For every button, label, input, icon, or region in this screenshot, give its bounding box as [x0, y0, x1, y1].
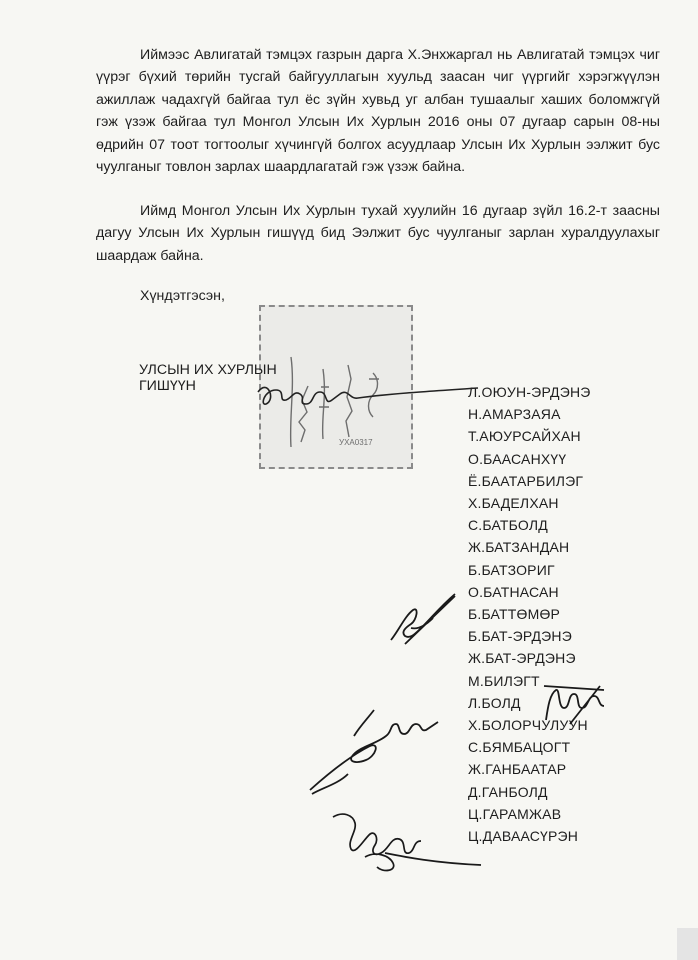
signatory-name: М.БИЛЭГТ [468, 672, 540, 689]
stamp-graphic [261, 307, 411, 467]
signatory-name: Б.БАТ-ЭРДЭНЭ [468, 628, 572, 645]
signatory-name: Х.БОЛОРЧУЛУУН [468, 717, 588, 734]
signatory-name: Ц.ДАВААСҮРЭН [468, 828, 579, 845]
signatory-name: О.БААСАНХҮҮ [468, 450, 567, 467]
signatory-name: Л.БОЛД [468, 694, 521, 711]
signatory-name: Л.ОЮУН-ЭРДЭНЭ [468, 384, 591, 400]
signatory-name: Ж.БАТЗАНДАН [468, 539, 570, 556]
signature-scribble-5 [325, 805, 485, 875]
signature-label-line-1: УЛСЫН ИХ ХУРЛЫН [139, 362, 277, 378]
official-stamp [259, 305, 413, 469]
signatory-name: С.БЯМБАЦОГТ [468, 739, 571, 756]
signatory-name: Д.ГАНБОЛД [468, 783, 548, 800]
signatory-name: Ж.БАТ-ЭРДЭНЭ [468, 650, 576, 667]
signatory-name: С.БАТБОЛД [468, 517, 548, 534]
signatory-name: Б.БАТЗОРИГ [468, 561, 555, 578]
signatory-name: Т.АЮУРСАЙХАН [468, 428, 581, 445]
signatory-name: Х.БАДЕЛХАН [468, 495, 559, 512]
signatory-list [468, 381, 591, 847]
paragraph-2: Иймд Монгол Улсын Их Хурлын тухай хуулийн 16 дугаар зүйл 16.2-т заасны дагуу Улсын Их Хурлын гишүүд бид Ээлжит бус чуулганыг зарлан хуралдуулахыг шаардаж байна. [96, 203, 660, 264]
signatory-name: Ж.ГАНБААТАР [468, 761, 567, 778]
signatory-name: О.БАТНАСАН [468, 583, 559, 600]
corner-mark [677, 928, 698, 960]
closing-salutation: Хүндэтгэсэн, [140, 288, 225, 304]
signatory-name: Н.АМАРЗАЯА [468, 406, 561, 423]
paragraph-1: Иймээс Авлигатай тэмцэх газрын дарга Х.Энхжаргал нь Авлигатай тэмцэх чиг үүрэг бүхий төрийн тусгай байгууллагын хуульд заасан чиг үүргийг хэрэгжүүлэн ажиллаж чадахгүй байгаа тул ёс зүйн хувьд уг албан тушаалыг хаших боломжгүй гэж үзэж байгаа тул Монгол Улсын Их Хурлын 2016 оны 07 дугаар сарын 08-ны өдрийн 07 тоот тогтоолыг хүчингүй болгох асуудлаар Улсын Их Хурлын ээлжит бус чуулганыг товлон зарлах шаардлагатай гэж үзэж байна. [96, 47, 660, 176]
signature-label-line-2: ГИШҮҮН [139, 378, 196, 394]
signatory-name: Ц.ГАРАМЖАВ [468, 805, 562, 822]
signature-scribble-4 [302, 706, 448, 798]
signatory-name: Б.БАТТӨМӨР [468, 606, 561, 623]
stamp-code: УХА0317 [339, 438, 373, 447]
signature-label [139, 362, 277, 394]
signatory-name: Ё.БААТАРБИЛЭГ [468, 472, 584, 489]
signature-scribble-2 [385, 588, 465, 650]
